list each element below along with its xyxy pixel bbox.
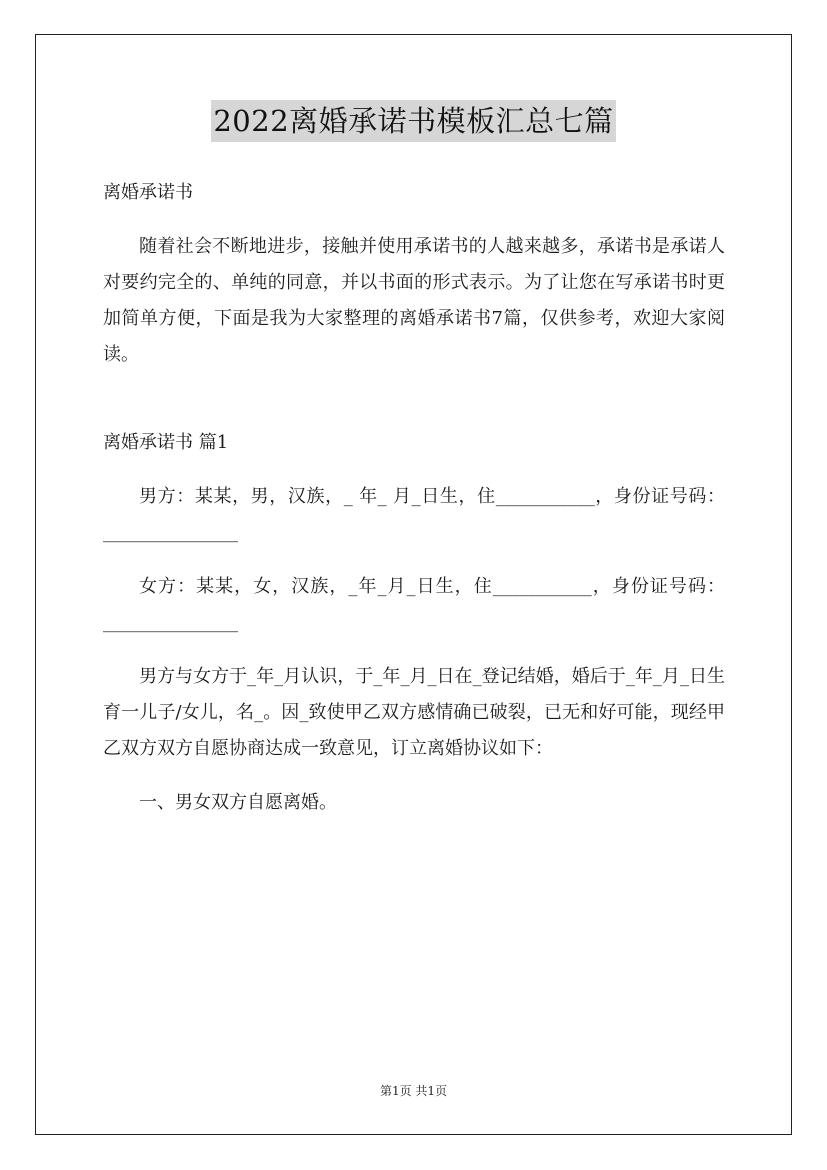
female-party-paragraph: 女方：某某，女，汉族，_年_月_日生，住___________，身份证号码：_______________ [103, 576, 725, 633]
title-container [0, 100, 827, 142]
intro-paragraph: 随着社会不断地进步，接触并使用承诺书的人越来越多，承诺书是承诺人对要约完全的、单纯的同意，并以书面的形式表示。为了让您在写承诺书时更加简单方便，下面是我为大家整理的离婚承诺书7篇，仅供参考，欢迎大家阅读。 [103, 236, 725, 365]
document-body [103, 175, 725, 821]
male-party-paragraph: 男方：某某，男，汉族，_ 年_ 月_日生，住___________，身份证号码：_______________ [103, 486, 725, 543]
section-heading: 离婚承诺书 [103, 182, 193, 203]
page-footer: 第1页 共1页 [379, 1084, 448, 1098]
clause-1: 一、男女双方自愿离婚。 [139, 792, 337, 813]
article-heading: 离婚承诺书 篇1 [103, 432, 229, 453]
background-paragraph: 男方与女方于_年_月认识，于_年_月_日在_登记结婚，婚后于_年_月_日生育一儿子/女儿，名_。因_致使甲乙双方感情确已破裂，已无和好可能，现经甲乙双方双方自愿协商达成一致意见，订立离婚协议如下： [103, 666, 725, 759]
document-title: 2022离婚承诺书模板汇总七篇 [211, 100, 615, 142]
